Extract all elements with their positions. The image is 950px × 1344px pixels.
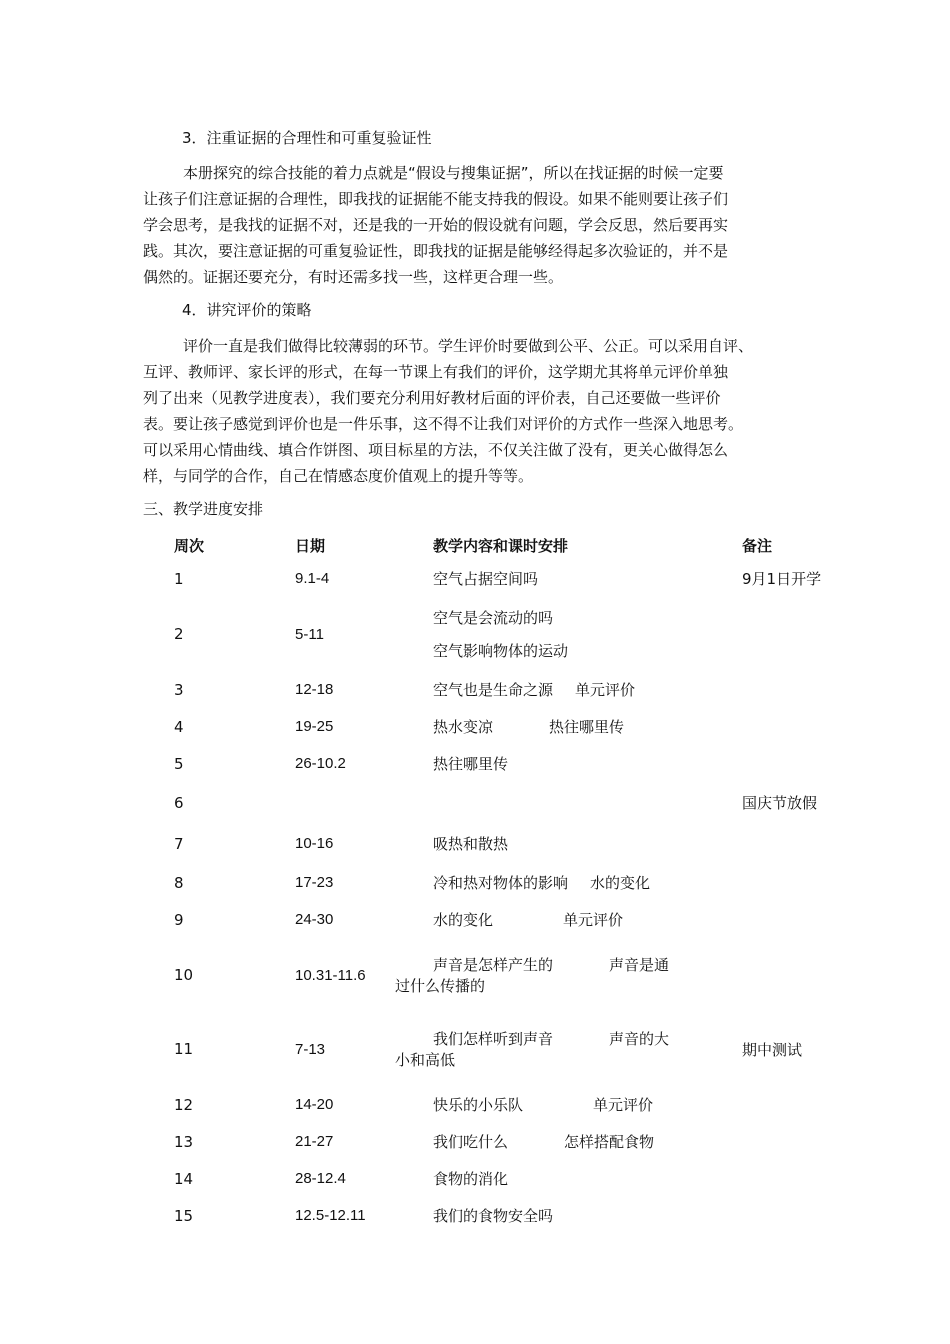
table-row [143,1123,892,1160]
date-cell: 12-18 [295,681,334,698]
content-item: 热水变凉 [433,718,494,736]
week-cell: 9 [174,910,184,929]
section3-heading: 3．注重证据的合理性和可重复验证性 [182,129,432,147]
note-cell [742,1086,892,1123]
note-cell [742,745,892,782]
schedule-title: 三、教学进度安排 [143,500,264,518]
table-row [143,1197,892,1234]
content-cell [433,708,742,745]
table-row [143,782,892,823]
content-cell: 食物的消化 [433,1170,509,1188]
week-cell: 5 [174,754,184,773]
content-item: 单元评价 [563,911,624,929]
content-cell [433,597,742,671]
date-cell: 24-30 [295,911,334,928]
week-cell: 4 [174,717,184,736]
week-cell: 7 [174,834,184,853]
paragraph-line: 样，与同学的合作，自己在情感态度价值观上的提升等等。 [143,467,534,485]
table-row [143,671,892,708]
content-item: 我们怎样听到声音 [433,1030,554,1048]
schedule-table [143,530,892,1234]
content-item: 声音是怎样产生的 [433,956,554,974]
week-cell: 3 [174,680,184,699]
note-cell [742,597,892,671]
paragraph-line: 本册探究的综合技能的着力点就是“假设与搜集证据”，所以在找证据的时候一定要 [183,164,724,182]
content-line: 空气是会流动的吗 [433,609,554,627]
content-cell: 空气占据空间吗 [433,570,539,588]
date-cell: 28-12.4 [295,1170,346,1187]
paragraph-line: 偶然的。证据还要充分，有时还需多找一些，这样更合理一些。 [143,268,564,286]
content-item: 热往哪里传 [549,718,625,736]
date-cell: 12.5-12.11 [295,1207,366,1224]
note-cell [742,938,892,1012]
date-cell: 9.1-4 [295,570,330,587]
paragraph-line: 学会思考，是我找的证据不对，还是我的一开始的假设就有问题，学会反思，然后要再实 [143,216,729,234]
paragraph-line: 评价一直是我们做得比较薄弱的环节。学生评价时要做到公平、公正。可以采用自评、 [183,337,754,355]
note-cell: 期中测试 [742,1040,803,1059]
content-cell: 热往哪里传 [433,755,509,773]
note-cell [742,671,892,708]
content-item: 快乐的小乐队 [433,1096,524,1114]
table-row [143,823,892,864]
week-cell: 10 [174,966,194,984]
table-row [143,864,892,901]
note-cell [742,901,892,938]
table-row [143,938,892,1012]
content-cell: 吸热和散热 [433,835,509,853]
table-row [143,1086,892,1123]
content-line: 空气影响物体的运动 [433,642,569,660]
note-cell [742,1197,892,1234]
content-cell [433,1086,742,1123]
section3-paragraph [143,160,823,290]
date-cell [295,782,433,823]
content-line [433,954,742,975]
table-row [143,597,892,671]
note-cell [742,1123,892,1160]
date-cell: 19-25 [295,718,334,735]
table-row [143,745,892,782]
content-cell [433,671,742,708]
note-cell [742,823,892,864]
week-cell: 13 [174,1132,194,1151]
section4-heading: 4．讲究评价的策略 [182,301,312,319]
note-cell [742,864,892,901]
content-cell [433,864,742,901]
date-cell: 10.31-11.6 [295,966,366,984]
content-item: 冷和热对物体的影响 [433,874,569,892]
date-cell: 5-11 [295,625,324,643]
week-cell: 2 [174,625,184,643]
content-item: 声音的大 [609,1030,670,1048]
content-cell: 我们的食物安全吗 [433,1207,554,1225]
table-row [143,1160,892,1197]
content-cell [395,938,742,1012]
content-item: 空气也是生命之源 [433,681,554,699]
section4-paragraph [143,333,823,489]
note-cell [742,708,892,745]
note-cell [742,1160,892,1197]
content-item: 我们吃什么 [433,1133,509,1151]
content-line: 过什么传播的 [395,977,486,995]
content-item: 水的变化 [590,874,651,892]
paragraph-line: 践。其次，要注意证据的可重复验证性，即我找的证据是能够经得起多次验证的，并不是 [143,242,729,260]
table-row [143,1012,892,1086]
note-cell: 9月1日开学 [742,570,822,588]
date-cell: 26-10.2 [295,755,346,772]
header-week: 周次 [174,536,205,555]
week-cell: 14 [174,1169,194,1188]
content-line: 小和高低 [395,1051,456,1069]
date-cell: 7-13 [295,1040,326,1058]
content-item: 声音是通 [609,956,670,974]
week-cell: 12 [174,1095,194,1114]
content-item: 水的变化 [433,911,494,929]
table-row [143,560,892,597]
week-cell: 15 [174,1206,194,1225]
content-item: 单元评价 [575,681,636,699]
week-cell: 6 [174,793,184,812]
paragraph-line: 互评、教师评、家长评的形式，在每一节课上有我们的评价，这学期尤其将单元评价单独 [143,363,729,381]
table-row [143,708,892,745]
date-cell: 14-20 [295,1096,334,1113]
content-cell [433,782,742,823]
paragraph-line: 表。要让孩子感觉到评价也是一件乐事，这不得不让我们对评价的方式作一些深入地思考。 [143,415,744,433]
paragraph-line: 让孩子们注意证据的合理性，即我找的证据能不能支持我的假设。如果不能则要让孩子们 [143,190,729,208]
content-cell [395,1012,742,1086]
header-note: 备注 [742,536,773,555]
content-cell [433,1123,742,1160]
content-item: 怎样搭配食物 [564,1133,655,1151]
header-content: 教学内容和课时安排 [433,536,569,555]
table-header-row [143,530,892,560]
date-cell: 17-23 [295,874,334,891]
content-item: 单元评价 [593,1096,654,1114]
week-cell: 1 [174,569,184,588]
table-row [143,901,892,938]
header-date: 日期 [295,536,326,555]
content-cell [433,901,742,938]
date-cell: 21-27 [295,1133,334,1150]
paragraph-line: 可以采用心情曲线、填合作饼图、项目标星的方法，不仅关注做了没有，更关心做得怎么 [143,441,729,459]
week-cell: 8 [174,873,184,892]
week-cell: 11 [174,1040,194,1058]
paragraph-line: 列了出来（见教学进度表），我们要充分利用好教材后面的评价表，自己还要做一些评价 [143,389,721,407]
content-line [433,1028,742,1049]
date-cell: 10-16 [295,835,334,852]
note-cell: 国庆节放假 [742,794,818,812]
